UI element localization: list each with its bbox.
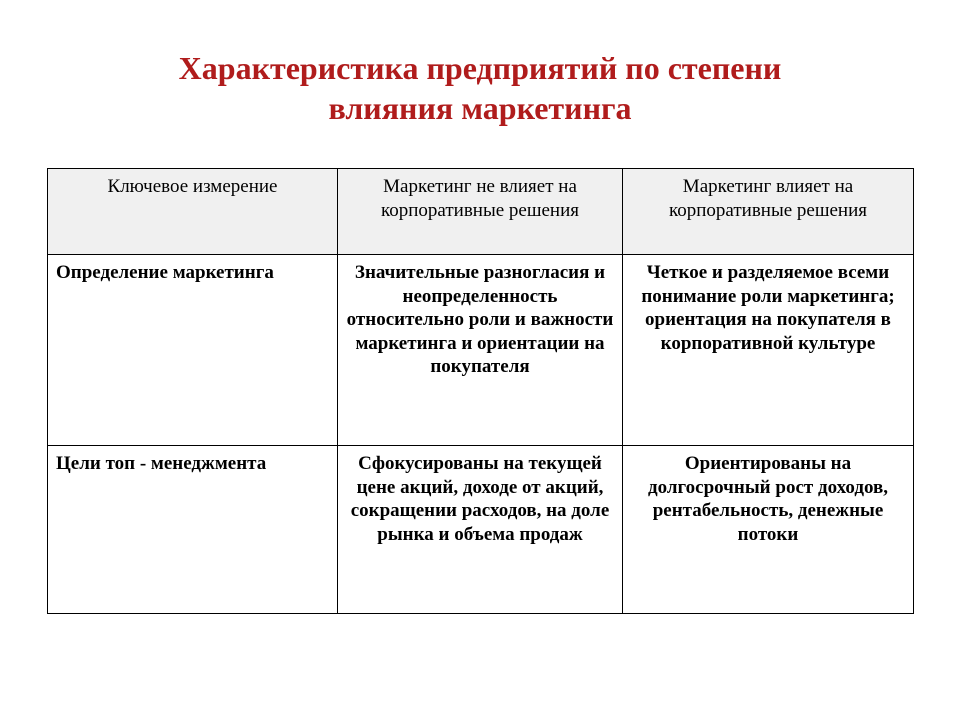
title-line-1: Характеристика предприятий по степени [178, 50, 782, 86]
row-influence-cell: Четкое и разделяемое всеми понимание роли маркетинга; ориентация на покупателя в корпоративной культуре [623, 255, 914, 446]
title-line-2: влияния маркетинга [328, 90, 632, 126]
row-dimension-cell: Определение маркетинга [48, 255, 338, 446]
comparison-table [47, 168, 914, 614]
header-influence: Маркетинг влияет на корпоративные решения [623, 169, 914, 255]
row-no-influence-cell: Значительные разногласия и неопределенность относительно роли и важности маркетинга и ориентации на покупателя [338, 255, 623, 446]
page-title [0, 48, 960, 128]
header-key-dimension: Ключевое измерение [48, 169, 338, 255]
table-row [48, 255, 914, 446]
header-no-influence: Маркетинг не влияет на корпоративные решения [338, 169, 623, 255]
row-dimension-cell: Цели топ - менеджмента [48, 446, 338, 614]
row-no-influence-cell: Сфокусированы на текущей цене акций, доходе от акций, сокращении расходов, на доле рынка и объема продаж [338, 446, 623, 614]
table-header-row [48, 169, 914, 255]
table-row [48, 446, 914, 614]
row-influence-cell: Ориентированы на долгосрочный рост доходов, рентабельность, денежные потоки [623, 446, 914, 614]
